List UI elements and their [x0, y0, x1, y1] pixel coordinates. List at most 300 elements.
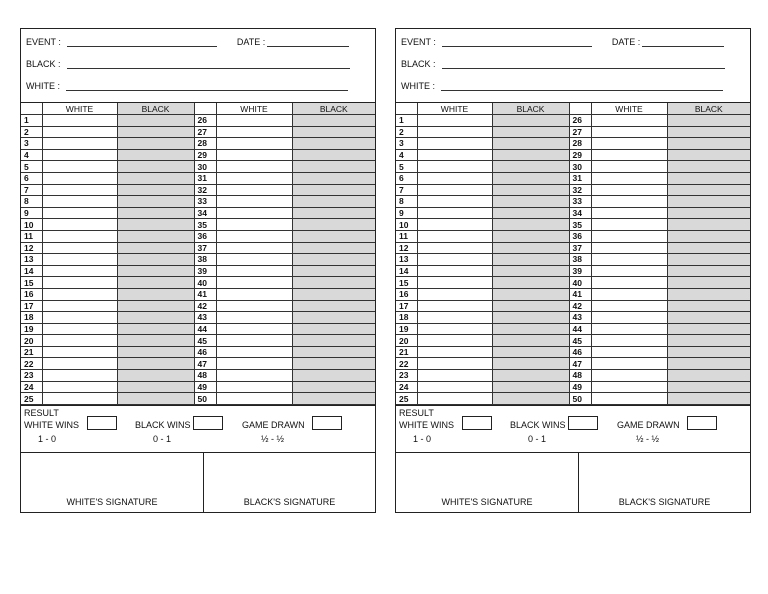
- white-move-cell[interactable]: [591, 230, 667, 242]
- black-move-cell[interactable]: [292, 196, 375, 208]
- move-number: 9: [396, 207, 417, 219]
- black-move-cell[interactable]: [292, 381, 375, 393]
- black-move-cell[interactable]: [492, 312, 569, 324]
- black-move-cell[interactable]: [667, 207, 750, 219]
- black-move-cell[interactable]: [667, 312, 750, 324]
- move-number: 19: [396, 323, 417, 335]
- white-move-cell[interactable]: [42, 393, 117, 405]
- white-player-row: [26, 81, 348, 91]
- white-player-field[interactable]: [66, 82, 348, 91]
- white-move-cell[interactable]: [216, 172, 292, 184]
- black-move-cell[interactable]: [492, 138, 569, 150]
- move-number: 44: [194, 323, 216, 335]
- black-move-cell[interactable]: [117, 358, 194, 370]
- move-number: 25: [396, 393, 417, 405]
- black-wins-score: 0 - 1: [153, 433, 172, 444]
- black-move-cell[interactable]: [667, 393, 750, 405]
- move-row: [396, 312, 750, 324]
- white-move-cell[interactable]: [42, 312, 117, 324]
- white-move-cell[interactable]: [216, 138, 292, 150]
- white-move-cell[interactable]: [417, 184, 492, 196]
- move-row: [21, 265, 375, 277]
- white-move-cell[interactable]: [417, 172, 492, 184]
- black-move-cell[interactable]: [117, 323, 194, 335]
- black-move-cell[interactable]: [292, 265, 375, 277]
- white-wins-score: 1 - 0: [38, 433, 57, 444]
- white-move-cell[interactable]: [42, 149, 117, 161]
- game-drawn-label: GAME DRAWN: [617, 419, 680, 430]
- black-move-cell[interactable]: [667, 242, 750, 254]
- black-move-cell[interactable]: [667, 115, 750, 127]
- white-move-cell[interactable]: [42, 370, 117, 382]
- move-number: 47: [569, 358, 591, 370]
- white-move-cell[interactable]: [417, 265, 492, 277]
- white-move-cell[interactable]: [216, 207, 292, 219]
- black-move-cell[interactable]: [117, 219, 194, 231]
- black-move-cell[interactable]: [292, 207, 375, 219]
- move-row: [396, 265, 750, 277]
- move-row: [21, 230, 375, 242]
- black-wins-checkbox[interactable]: [568, 416, 598, 430]
- black-player-field[interactable]: [67, 60, 350, 69]
- move-row: [396, 370, 750, 382]
- black-signature-box[interactable]: [579, 453, 750, 512]
- move-number: 3: [21, 138, 42, 150]
- game-drawn-checkbox[interactable]: [312, 416, 342, 430]
- black-move-cell[interactable]: [667, 230, 750, 242]
- white-move-cell[interactable]: [42, 242, 117, 254]
- white-move-cell[interactable]: [216, 161, 292, 173]
- black-move-cell[interactable]: [492, 288, 569, 300]
- black-move-cell[interactable]: [492, 277, 569, 289]
- signature-section: [396, 452, 750, 512]
- move-row: [396, 161, 750, 173]
- black-move-cell[interactable]: [117, 149, 194, 161]
- move-number: 46: [569, 346, 591, 358]
- black-move-cell[interactable]: [492, 149, 569, 161]
- white-move-cell[interactable]: [216, 312, 292, 324]
- move-number: 39: [194, 265, 216, 277]
- white-move-cell[interactable]: [216, 346, 292, 358]
- black-move-cell[interactable]: [292, 115, 375, 127]
- white-move-cell[interactable]: [591, 346, 667, 358]
- black-move-cell[interactable]: [492, 115, 569, 127]
- move-number: 34: [194, 207, 216, 219]
- white-move-cell[interactable]: [417, 370, 492, 382]
- white-move-cell[interactable]: [42, 126, 117, 138]
- move-row: [21, 219, 375, 231]
- move-row: [21, 346, 375, 358]
- black-move-cell[interactable]: [667, 277, 750, 289]
- black-move-cell[interactable]: [667, 219, 750, 231]
- white-move-cell[interactable]: [591, 161, 667, 173]
- white-wins-label: WHITE WINS: [399, 419, 454, 430]
- black-move-cell[interactable]: [667, 335, 750, 347]
- white-move-cell[interactable]: [42, 219, 117, 231]
- white-move-cell[interactable]: [42, 381, 117, 393]
- white-move-cell[interactable]: [42, 277, 117, 289]
- white-move-cell[interactable]: [591, 381, 667, 393]
- black-move-cell[interactable]: [492, 370, 569, 382]
- white-move-cell[interactable]: [216, 196, 292, 208]
- black-move-cell[interactable]: [492, 161, 569, 173]
- white-move-cell[interactable]: [591, 254, 667, 266]
- black-wins-checkbox[interactable]: [193, 416, 223, 430]
- black-move-cell[interactable]: [292, 172, 375, 184]
- move-number: 45: [569, 335, 591, 347]
- move-number: 1: [396, 115, 417, 127]
- white-move-cell[interactable]: [591, 370, 667, 382]
- move-number: 33: [569, 196, 591, 208]
- black-move-cell[interactable]: [292, 300, 375, 312]
- black-move-cell[interactable]: [492, 172, 569, 184]
- white-move-cell[interactable]: [417, 323, 492, 335]
- white-move-cell[interactable]: [417, 149, 492, 161]
- black-move-cell[interactable]: [667, 265, 750, 277]
- black-move-cell[interactable]: [117, 172, 194, 184]
- black-move-cell[interactable]: [117, 138, 194, 150]
- black-move-cell[interactable]: [492, 207, 569, 219]
- white-move-cell[interactable]: [591, 300, 667, 312]
- move-number: 35: [569, 219, 591, 231]
- black-move-cell[interactable]: [117, 196, 194, 208]
- move-number: 8: [396, 196, 417, 208]
- move-number: 21: [21, 346, 42, 358]
- black-move-cell[interactable]: [667, 288, 750, 300]
- white-move-cell[interactable]: [417, 288, 492, 300]
- white-move-cell[interactable]: [216, 300, 292, 312]
- black-move-cell[interactable]: [117, 126, 194, 138]
- black-player-label: BLACK :: [401, 59, 436, 69]
- move-number: 36: [569, 230, 591, 242]
- black-move-cell[interactable]: [292, 323, 375, 335]
- move-number: 4: [21, 149, 42, 161]
- move-number: 41: [569, 288, 591, 300]
- white-wins-checkbox[interactable]: [87, 416, 117, 430]
- black-move-cell[interactable]: [492, 184, 569, 196]
- black-move-cell[interactable]: [667, 370, 750, 382]
- move-row: [396, 381, 750, 393]
- black-move-cell[interactable]: [292, 312, 375, 324]
- white-move-cell[interactable]: [216, 381, 292, 393]
- white-move-cell[interactable]: [42, 138, 117, 150]
- black-wins-score: 0 - 1: [528, 433, 547, 444]
- black-move-cell[interactable]: [117, 288, 194, 300]
- black-move-cell[interactable]: [667, 254, 750, 266]
- black-move-cell[interactable]: [667, 381, 750, 393]
- move-number: 20: [21, 335, 42, 347]
- white-move-cell[interactable]: [42, 288, 117, 300]
- black-move-cell[interactable]: [492, 335, 569, 347]
- white-move-cell[interactable]: [216, 126, 292, 138]
- black-move-cell[interactable]: [492, 381, 569, 393]
- move-number: 37: [569, 242, 591, 254]
- result-title: RESULT: [24, 407, 59, 418]
- white-move-cell[interactable]: [216, 242, 292, 254]
- white-move-cell[interactable]: [42, 184, 117, 196]
- white-move-cell[interactable]: [417, 115, 492, 127]
- black-player-field[interactable]: [442, 60, 725, 69]
- white-move-cell[interactable]: [417, 207, 492, 219]
- white-move-cell[interactable]: [417, 381, 492, 393]
- black-move-cell[interactable]: [117, 242, 194, 254]
- black-move-cell[interactable]: [492, 393, 569, 405]
- black-move-cell[interactable]: [492, 358, 569, 370]
- white-move-cell[interactable]: [216, 219, 292, 231]
- white-move-cell[interactable]: [42, 207, 117, 219]
- black-move-cell[interactable]: [117, 230, 194, 242]
- white-wins-checkbox[interactable]: [462, 416, 492, 430]
- game-drawn-checkbox[interactable]: [687, 416, 717, 430]
- black-move-cell[interactable]: [292, 126, 375, 138]
- move-number: 42: [194, 300, 216, 312]
- move-number: 32: [569, 184, 591, 196]
- white-move-cell[interactable]: [42, 335, 117, 347]
- white-move-cell[interactable]: [417, 138, 492, 150]
- black-move-cell[interactable]: [117, 115, 194, 127]
- move-number: 38: [194, 254, 216, 266]
- move-number: 13: [21, 254, 42, 266]
- move-row: [21, 149, 375, 161]
- black-move-cell[interactable]: [292, 184, 375, 196]
- black-move-cell[interactable]: [292, 288, 375, 300]
- white-move-cell[interactable]: [216, 370, 292, 382]
- move-row: [396, 323, 750, 335]
- black-move-cell[interactable]: [292, 277, 375, 289]
- white-move-cell[interactable]: [417, 393, 492, 405]
- black-move-cell[interactable]: [117, 312, 194, 324]
- black-move-cell[interactable]: [492, 300, 569, 312]
- black-signature-box[interactable]: [204, 453, 375, 512]
- black-move-cell[interactable]: [667, 126, 750, 138]
- white-move-cell[interactable]: [42, 115, 117, 127]
- move-number: 13: [396, 254, 417, 266]
- white-move-cell[interactable]: [216, 230, 292, 242]
- black-move-cell[interactable]: [292, 138, 375, 150]
- black-move-cell[interactable]: [667, 300, 750, 312]
- white-move-cell[interactable]: [591, 242, 667, 254]
- white-move-cell[interactable]: [591, 358, 667, 370]
- black-move-cell[interactable]: [292, 242, 375, 254]
- move-row: [396, 335, 750, 347]
- black-move-cell[interactable]: [492, 265, 569, 277]
- white-move-cell[interactable]: [591, 288, 667, 300]
- black-move-cell[interactable]: [667, 196, 750, 208]
- black-move-cell[interactable]: [492, 126, 569, 138]
- move-number: 31: [569, 172, 591, 184]
- black-move-cell[interactable]: [292, 219, 375, 231]
- white-move-cell[interactable]: [591, 323, 667, 335]
- moves-header-row: [396, 103, 750, 115]
- move-row: [21, 288, 375, 300]
- move-row: [21, 196, 375, 208]
- white-column-header: WHITE: [591, 103, 667, 115]
- white-wins-label: WHITE WINS: [24, 419, 79, 430]
- black-move-cell[interactable]: [117, 393, 194, 405]
- black-move-cell[interactable]: [667, 172, 750, 184]
- white-move-cell[interactable]: [417, 196, 492, 208]
- move-number: 50: [569, 393, 591, 405]
- move-number: 47: [194, 358, 216, 370]
- black-move-cell[interactable]: [292, 370, 375, 382]
- white-move-cell[interactable]: [417, 335, 492, 347]
- black-signature-label: BLACK'S SIGNATURE: [243, 496, 336, 507]
- white-move-cell[interactable]: [216, 393, 292, 405]
- white-move-cell[interactable]: [216, 335, 292, 347]
- black-move-cell[interactable]: [292, 230, 375, 242]
- white-move-cell[interactable]: [417, 161, 492, 173]
- white-move-cell[interactable]: [591, 196, 667, 208]
- white-move-cell[interactable]: [42, 358, 117, 370]
- black-move-cell[interactable]: [667, 323, 750, 335]
- black-move-cell[interactable]: [117, 254, 194, 266]
- black-move-cell[interactable]: [667, 161, 750, 173]
- white-player-field[interactable]: [441, 82, 723, 91]
- black-move-cell[interactable]: [492, 219, 569, 231]
- move-number: 29: [194, 149, 216, 161]
- event-field[interactable]: [67, 38, 217, 47]
- white-move-cell[interactable]: [216, 184, 292, 196]
- move-number: 33: [194, 196, 216, 208]
- black-move-cell[interactable]: [117, 184, 194, 196]
- white-move-cell[interactable]: [417, 312, 492, 324]
- white-move-cell[interactable]: [216, 288, 292, 300]
- event-field[interactable]: [442, 38, 592, 47]
- black-move-cell[interactable]: [492, 323, 569, 335]
- black-move-cell[interactable]: [667, 346, 750, 358]
- white-move-cell[interactable]: [591, 126, 667, 138]
- white-move-cell[interactable]: [591, 312, 667, 324]
- date-field[interactable]: [267, 38, 349, 47]
- white-move-cell[interactable]: [417, 242, 492, 254]
- white-move-cell[interactable]: [417, 126, 492, 138]
- black-move-cell[interactable]: [667, 358, 750, 370]
- move-row: [396, 277, 750, 289]
- black-move-cell[interactable]: [117, 381, 194, 393]
- black-move-cell[interactable]: [492, 346, 569, 358]
- white-move-cell[interactable]: [417, 346, 492, 358]
- move-number: 18: [396, 312, 417, 324]
- black-move-cell[interactable]: [292, 335, 375, 347]
- move-number: 50: [194, 393, 216, 405]
- black-move-cell[interactable]: [117, 346, 194, 358]
- move-number: 12: [21, 242, 42, 254]
- white-move-cell[interactable]: [42, 300, 117, 312]
- white-move-cell[interactable]: [216, 254, 292, 266]
- move-row: [21, 370, 375, 382]
- black-move-cell[interactable]: [292, 161, 375, 173]
- white-move-cell[interactable]: [591, 172, 667, 184]
- white-move-cell[interactable]: [591, 149, 667, 161]
- white-move-cell[interactable]: [591, 207, 667, 219]
- black-move-cell[interactable]: [117, 335, 194, 347]
- white-player-label: WHITE :: [401, 81, 435, 91]
- scoresheet-header: [396, 29, 750, 103]
- move-row: [21, 312, 375, 324]
- date-field[interactable]: [642, 38, 724, 47]
- white-move-cell[interactable]: [42, 161, 117, 173]
- white-move-cell[interactable]: [591, 277, 667, 289]
- black-player-row: [401, 59, 725, 69]
- black-move-cell[interactable]: [117, 370, 194, 382]
- black-move-cell[interactable]: [292, 358, 375, 370]
- black-move-cell[interactable]: [667, 138, 750, 150]
- game-drawn-score: ½ - ½: [261, 433, 285, 444]
- white-signature-box[interactable]: [396, 453, 579, 512]
- white-move-cell[interactable]: [216, 277, 292, 289]
- white-move-cell[interactable]: [42, 196, 117, 208]
- white-move-cell[interactable]: [417, 300, 492, 312]
- black-move-cell[interactable]: [292, 254, 375, 266]
- white-move-cell[interactable]: [417, 219, 492, 231]
- black-move-cell[interactable]: [492, 242, 569, 254]
- black-move-cell[interactable]: [117, 265, 194, 277]
- move-number: 26: [569, 115, 591, 127]
- black-move-cell[interactable]: [292, 346, 375, 358]
- white-signature-box[interactable]: [21, 453, 204, 512]
- black-move-cell[interactable]: [492, 254, 569, 266]
- date-label: DATE :: [236, 37, 266, 47]
- black-move-cell[interactable]: [667, 184, 750, 196]
- white-move-cell[interactable]: [42, 323, 117, 335]
- white-move-cell[interactable]: [417, 254, 492, 266]
- black-move-cell[interactable]: [117, 161, 194, 173]
- black-move-cell[interactable]: [492, 230, 569, 242]
- white-move-cell[interactable]: [42, 172, 117, 184]
- white-move-cell[interactable]: [591, 184, 667, 196]
- move-number: 30: [194, 161, 216, 173]
- white-move-cell[interactable]: [591, 138, 667, 150]
- move-row: [396, 207, 750, 219]
- move-number: 24: [21, 381, 42, 393]
- white-move-cell[interactable]: [216, 149, 292, 161]
- black-player-label: BLACK :: [26, 59, 61, 69]
- white-move-cell[interactable]: [216, 323, 292, 335]
- white-move-cell[interactable]: [216, 265, 292, 277]
- white-move-cell[interactable]: [42, 254, 117, 266]
- move-number: 49: [194, 381, 216, 393]
- white-move-cell[interactable]: [42, 265, 117, 277]
- white-move-cell[interactable]: [417, 230, 492, 242]
- white-move-cell[interactable]: [417, 277, 492, 289]
- black-move-cell[interactable]: [292, 149, 375, 161]
- black-move-cell[interactable]: [117, 207, 194, 219]
- white-move-cell[interactable]: [216, 115, 292, 127]
- black-move-cell[interactable]: [117, 277, 194, 289]
- black-column-header: BLACK: [292, 103, 375, 115]
- move-number: 48: [194, 370, 216, 382]
- move-number: 10: [396, 219, 417, 231]
- black-move-cell[interactable]: [292, 393, 375, 405]
- white-move-cell[interactable]: [591, 335, 667, 347]
- white-move-cell[interactable]: [591, 219, 667, 231]
- white-move-cell[interactable]: [42, 230, 117, 242]
- white-column-header: WHITE: [42, 103, 117, 115]
- black-move-cell[interactable]: [667, 149, 750, 161]
- move-number: 3: [396, 138, 417, 150]
- black-signature-label: BLACK'S SIGNATURE: [618, 496, 711, 507]
- white-move-cell[interactable]: [591, 265, 667, 277]
- white-move-cell[interactable]: [216, 358, 292, 370]
- game-drawn-score: ½ - ½: [636, 433, 660, 444]
- white-move-cell[interactable]: [42, 346, 117, 358]
- black-move-cell[interactable]: [117, 300, 194, 312]
- white-move-cell[interactable]: [591, 115, 667, 127]
- white-move-cell[interactable]: [591, 393, 667, 405]
- event-row: [401, 37, 724, 47]
- white-move-cell[interactable]: [417, 358, 492, 370]
- black-move-cell[interactable]: [492, 196, 569, 208]
